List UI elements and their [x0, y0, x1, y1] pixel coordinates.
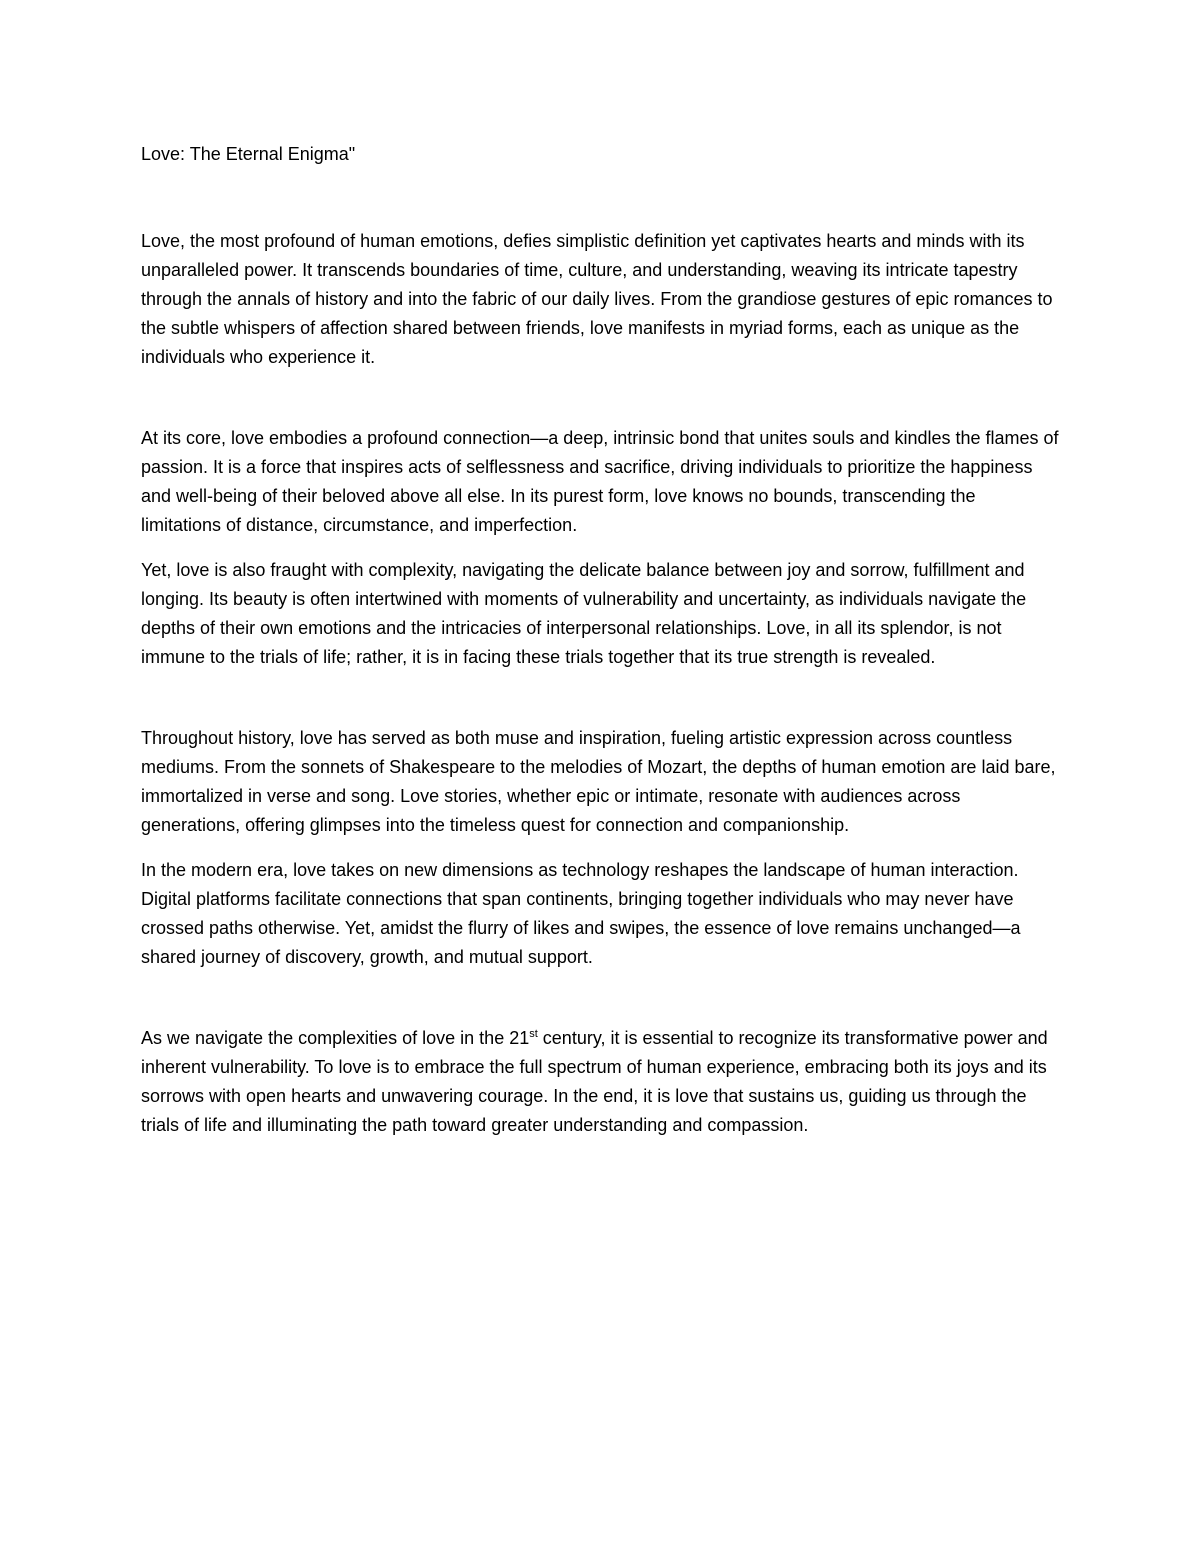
paragraph-6: [141, 1024, 1059, 1140]
paragraph-3: Yet, love is also fraught with complexity, navigating the delicate balance between joy and sorrow, fulfillment and longing. Its beauty is often intertwined with moments of vulnerability and uncertainty, as individuals navigate the depths of their own emotions and the intricacies of interpersonal relationships. Love, in all its splendor, is not immune to the trials of life; rather, it is in facing these trials together that its true strength is revealed.: [141, 560, 1027, 667]
document-title: Love: The Eternal Enigma": [141, 144, 356, 164]
paragraph-5: In the modern era, love takes on new dimensions as technology reshapes the landscape of human interaction. Digital platforms facilitate connections that span continents, bringing together individuals who may never have crossed paths otherwise. Yet, amidst the flurry of likes and swipes, the essence of love remains unchanged—a shared journey of discovery, growth, and mutual support.: [141, 860, 1021, 967]
document-body: [141, 140, 1059, 1140]
ordinal-superscript: st: [529, 1028, 538, 1040]
paragraph-4: Throughout history, love has served as both muse and inspiration, fueling artistic expression across countless mediums. From the sonnets of Shakespeare to the melodies of Mozart, the depths of human emotion are laid bare, immortalized in verse and song. Love stories, whether epic or intimate, resonate with audiences across generations, offering glimpses into the timeless quest for connection and companionship.: [141, 728, 1056, 835]
paragraph-2: At its core, love embodies a profound connection—a deep, intrinsic bond that unites souls and kindles the flames of passion. It is a force that inspires acts of selflessness and sacrifice, driving individuals to prioritize the happiness and well-being of their beloved above all else. In its purest form, love knows no bounds, transcending the limitations of distance, circumstance, and imperfection.: [141, 428, 1059, 535]
paragraph-1: Love, the most profound of human emotions, defies simplistic definition yet captivates hearts and minds with its unparalleled power. It transcends boundaries of time, culture, and understanding, weaving its intricate tapestry through the annals of history and into the fabric of our daily lives. From the grandiose gestures of epic romances to the subtle whispers of affection shared between friends, love manifests in myriad forms, each as unique as the individuals who experience it.: [141, 231, 1053, 367]
paragraph-6-start: As we navigate the complexities of love in the 21: [141, 1028, 530, 1048]
paragraph-6-end: century, it is essential to recognize its transformative power and inherent vulnerability. To love is to embrace the full spectrum of human experience, embracing both its joys and its sorrows with open hearts and unwavering courage. In the end, it is love that sustains us, guiding us through the trials of life and illuminating the path toward greater understanding and compassion.: [141, 1028, 1048, 1135]
